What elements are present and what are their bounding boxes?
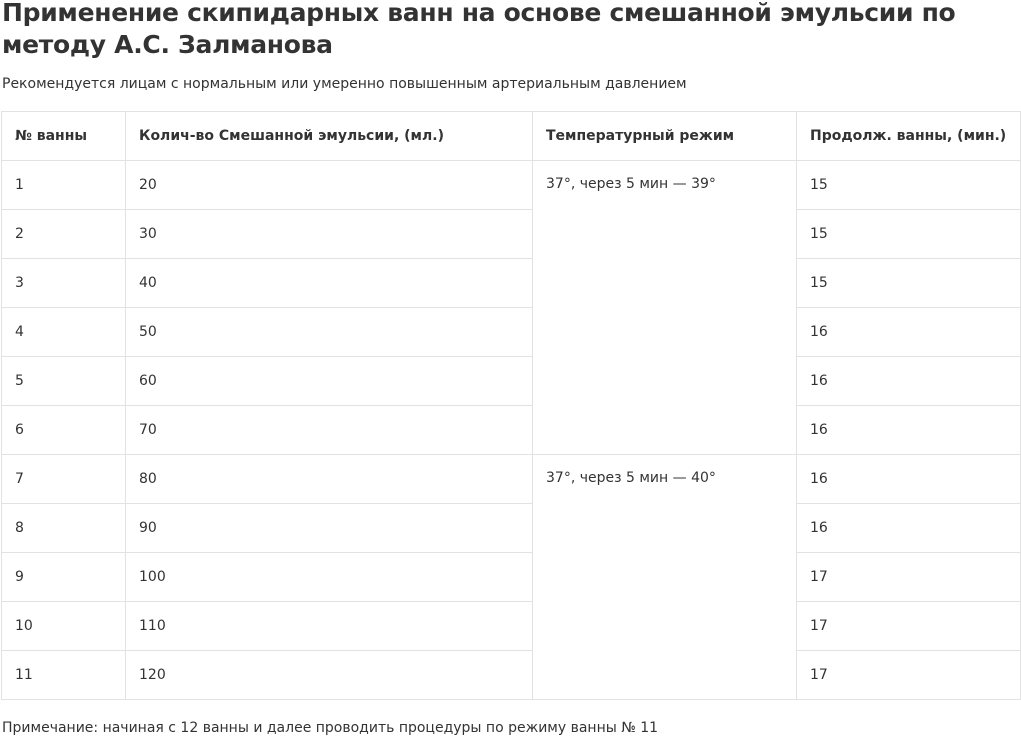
table-row bbox=[2, 308, 1021, 357]
cell-bath-duration: 16 bbox=[797, 406, 1021, 455]
cell-emulsion-amount: 120 bbox=[126, 651, 533, 700]
cell-emulsion-amount: 20 bbox=[126, 161, 533, 210]
table-row bbox=[2, 504, 1021, 553]
cell-bath-duration: 17 bbox=[797, 553, 1021, 602]
cell-emulsion-amount: 100 bbox=[126, 553, 533, 602]
cell-bath-duration: 15 bbox=[797, 161, 1021, 210]
table-row bbox=[2, 357, 1021, 406]
cell-temperature-regime: 37°, через 5 мин — 39° bbox=[533, 161, 797, 455]
cell-bath-number: 5 bbox=[2, 357, 126, 406]
cell-bath-duration: 16 bbox=[797, 455, 1021, 504]
cell-emulsion-amount: 60 bbox=[126, 357, 533, 406]
header-bath-duration: Продолж. ванны, (мин.) bbox=[797, 112, 1021, 161]
cell-bath-number: 2 bbox=[2, 210, 126, 259]
cell-bath-duration: 15 bbox=[797, 259, 1021, 308]
table-header-row bbox=[2, 112, 1021, 161]
table-note: Примечание: начиная с 12 ванны и далее проводить процедуры по режиму ванны № 11 bbox=[2, 720, 659, 736]
cell-emulsion-amount: 80 bbox=[126, 455, 533, 504]
cell-bath-number: 6 bbox=[2, 406, 126, 455]
page-title: Применение скипидарных ванн на основе смешанной эмульсии по методу А.С. Залманова bbox=[2, 0, 956, 59]
cell-bath-duration: 17 bbox=[797, 651, 1021, 700]
cell-temperature-regime: 37°, через 5 мин — 40° bbox=[533, 455, 797, 700]
cell-bath-duration: 17 bbox=[797, 602, 1021, 651]
cell-emulsion-amount: 50 bbox=[126, 308, 533, 357]
table-row bbox=[2, 259, 1021, 308]
page-subtitle: Рекомендуется лицам с нормальным или умеренно повышенным артериальным давлением bbox=[2, 76, 687, 92]
header-temperature-regime: Температурный режим bbox=[533, 112, 797, 161]
table-row bbox=[2, 602, 1021, 651]
table-row bbox=[2, 651, 1021, 700]
cell-emulsion-amount: 70 bbox=[126, 406, 533, 455]
table-row bbox=[2, 455, 1021, 504]
cell-bath-number: 7 bbox=[2, 455, 126, 504]
baths-table bbox=[1, 111, 1021, 700]
cell-bath-number: 3 bbox=[2, 259, 126, 308]
cell-bath-number: 11 bbox=[2, 651, 126, 700]
cell-bath-duration: 16 bbox=[797, 357, 1021, 406]
cell-emulsion-amount: 90 bbox=[126, 504, 533, 553]
table-row bbox=[2, 161, 1021, 210]
table-row bbox=[2, 553, 1021, 602]
table-row bbox=[2, 210, 1021, 259]
cell-emulsion-amount: 30 bbox=[126, 210, 533, 259]
header-bath-number: № ванны bbox=[2, 112, 126, 161]
cell-emulsion-amount: 40 bbox=[126, 259, 533, 308]
cell-bath-duration: 16 bbox=[797, 308, 1021, 357]
cell-bath-duration: 15 bbox=[797, 210, 1021, 259]
cell-bath-duration: 16 bbox=[797, 504, 1021, 553]
cell-bath-number: 4 bbox=[2, 308, 126, 357]
cell-bath-number: 10 bbox=[2, 602, 126, 651]
table-row bbox=[2, 406, 1021, 455]
cell-bath-number: 8 bbox=[2, 504, 126, 553]
cell-bath-number: 1 bbox=[2, 161, 126, 210]
cell-bath-number: 9 bbox=[2, 553, 126, 602]
cell-emulsion-amount: 110 bbox=[126, 602, 533, 651]
header-emulsion-amount: Колич-во Смешанной эмульсии, (мл.) bbox=[126, 112, 533, 161]
